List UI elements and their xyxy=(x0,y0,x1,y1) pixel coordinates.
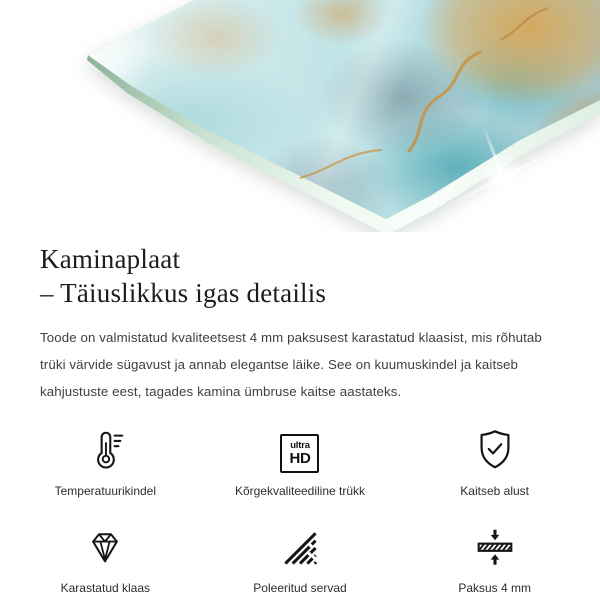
feature-label: Karastatud klaas xyxy=(60,581,151,595)
feature-protects-base xyxy=(397,425,592,498)
diamond-icon xyxy=(82,522,128,570)
uhd-ultra-text: ultra xyxy=(290,439,310,451)
page-title-line2: – Täiuslikkus igas detailis xyxy=(40,278,327,308)
feature-print-quality xyxy=(203,425,398,498)
page-title xyxy=(40,242,560,310)
product-description: Toode on valmistatud kvaliteetsest 4 mm paksusest karastatud klaasist, mis rõhutab trüki värvide sügavust ja annab elegantse läike. See on kuumuskindel ja kaitseb kahjustuste eest, tagades kamina ümbruse kaitse aastateks. xyxy=(40,330,542,399)
feature-temperature-resistant xyxy=(8,425,203,498)
feature-thickness xyxy=(397,522,592,595)
page-title-line1: Kaminaplaat xyxy=(40,244,181,274)
feature-tempered-glass xyxy=(8,522,203,595)
polished-edges-icon xyxy=(278,522,322,570)
feature-label: Poleeritud servad xyxy=(253,581,347,595)
feature-grid xyxy=(8,425,592,595)
feature-label: Kaitseb alust xyxy=(460,484,530,498)
ultra-hd-icon xyxy=(280,425,319,473)
uhd-hd-text: HD xyxy=(289,449,311,467)
shield-check-icon xyxy=(472,425,518,473)
product-photo xyxy=(0,0,600,232)
feature-label: Paksus 4 mm xyxy=(458,581,531,595)
feature-polished-edges xyxy=(203,522,398,595)
feature-label: Temperatuurikindel xyxy=(54,484,157,498)
feature-label: Kõrgekvaliteediline trükk xyxy=(234,484,366,498)
thickness-icon xyxy=(472,522,518,570)
thermometer-icon xyxy=(82,425,128,473)
